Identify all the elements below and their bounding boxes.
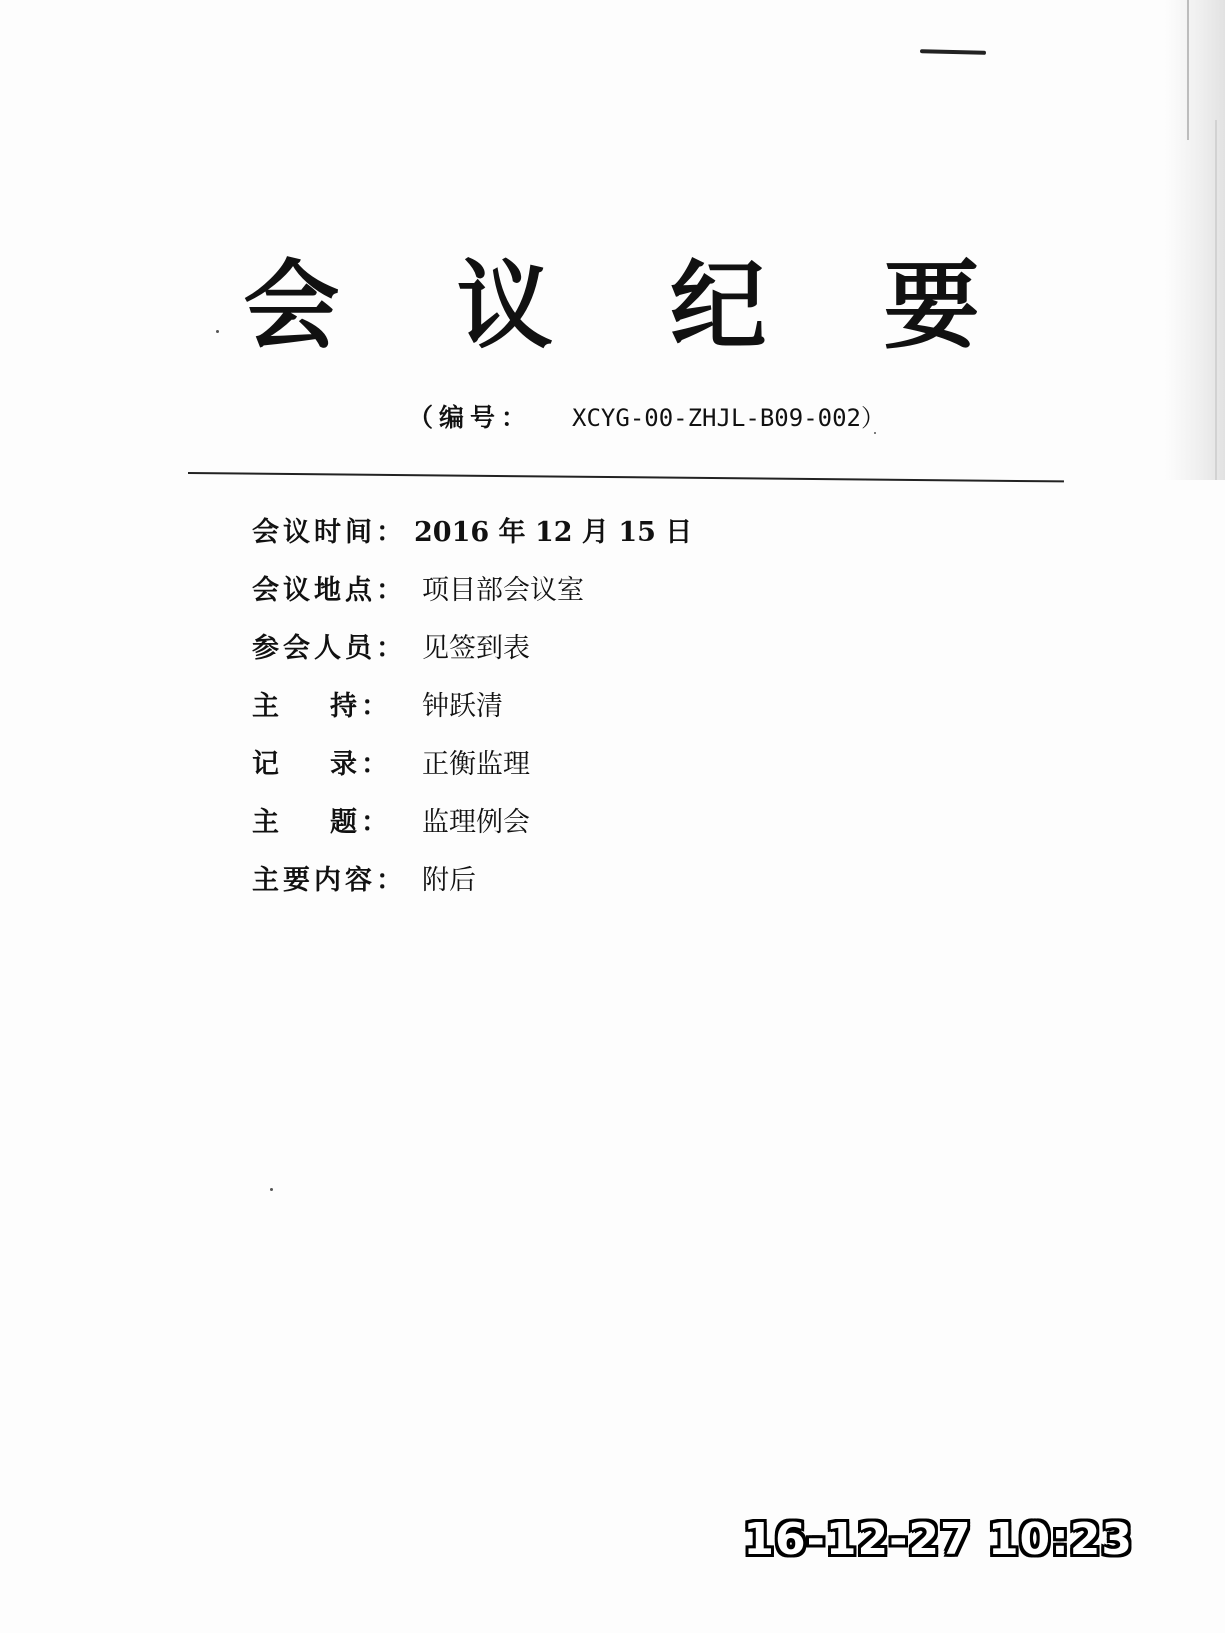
paper-speck (216, 330, 219, 333)
paper-speck (270, 1188, 273, 1191)
document-number-label: （编号： (408, 403, 533, 432)
field-label: 主要内容： (252, 864, 407, 896)
field-attendees (252, 616, 692, 674)
document-number (408, 398, 885, 434)
field-value: 2016 年 12 月 15 日 (414, 516, 693, 548)
field-value: 钟跃清 (422, 690, 503, 722)
field-host (252, 674, 692, 732)
photo-timestamp: 16-12-27 10:23 (743, 1514, 1133, 1565)
field-value: 监理例会 (422, 806, 530, 838)
field-label: 主 题： (252, 806, 392, 838)
paper-edge-line (1187, 0, 1189, 140)
header-divider (188, 472, 1064, 482)
field-meeting-time (252, 500, 692, 558)
field-value: 项目部会议室 (422, 574, 584, 606)
field-label: 主 持： (252, 690, 392, 722)
field-value: 见签到表 (422, 632, 530, 664)
field-value: 附后 (422, 864, 476, 896)
field-label: 会议地点： (252, 574, 407, 606)
field-topic (252, 790, 692, 848)
field-label: 记 录： (252, 748, 392, 780)
field-label: 参会人员： (252, 632, 407, 664)
document-title: 会 议 纪 要 (243, 249, 1022, 362)
field-value: 正衡监理 (422, 748, 530, 780)
paper-speck (874, 432, 876, 434)
meeting-info-list (252, 500, 692, 906)
field-label: 会议时间： (252, 516, 407, 548)
field-main-content (252, 848, 692, 906)
document-number-value: XCYG-00-ZHJL-B09-002） (572, 404, 885, 432)
field-meeting-location (252, 558, 692, 616)
field-recorder (252, 732, 692, 790)
pen-mark (920, 49, 986, 55)
